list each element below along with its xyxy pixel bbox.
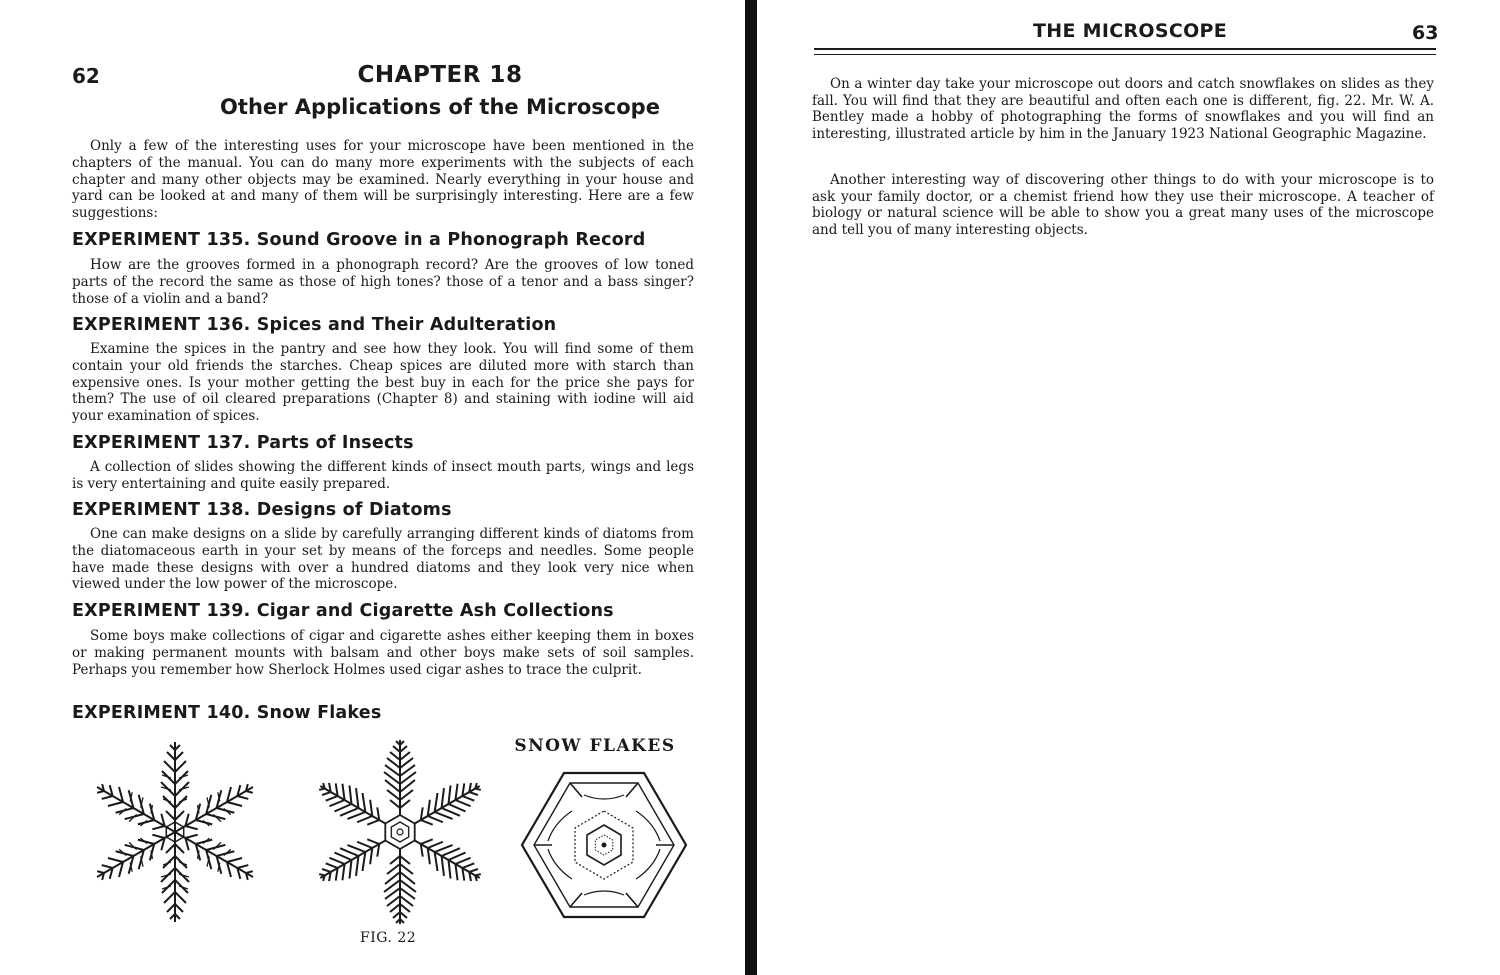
running-head: THE MICROSCOPE <box>1033 20 1228 42</box>
snowflake-figure <box>70 736 710 931</box>
right-paragraph-1: On a winter day take your microscope out doors and catch snowflakes on slides as they fall. You will find that they are beautiful and often each one is different, fig. 22. Mr. W. A. Bentley made a hobby of photographing the forms of snowflakes and you will find an interesting, illustrated article by him in the January 1923 National Geographic Magazine. <box>812 76 1434 142</box>
snowflake-plate-image <box>518 762 690 928</box>
intro-paragraph: Only a few of the interesting uses for your microscope have been mentioned in the chapters of the manual. You can do many more experiments with the subjects of each chapter and many other objects may be examined. Nearly everything in your house and yard can be looked at and many of them will be surprisingly interesting. Here are a few suggestions: <box>72 138 694 222</box>
right-page <box>757 0 1500 975</box>
experiment-138-heading: EXPERIMENT 138. Designs of Diatoms <box>72 500 452 520</box>
experiment-136-heading: EXPERIMENT 136. Spices and Their Adulteration <box>72 315 557 335</box>
left-page <box>0 0 745 975</box>
book-gutter <box>745 0 757 975</box>
page-number-right: 63 <box>1412 22 1439 44</box>
experiment-135-heading: EXPERIMENT 135. Sound Groove in a Phonograph Record <box>72 230 646 250</box>
experiment-137-heading: EXPERIMENT 137. Parts of Insects <box>72 433 414 453</box>
experiment-139-text: Some boys make collections of cigar and cigarette ashes either keeping them in boxes or making permanent mounts with balsam and other boys make sets of soil samples. Perhaps you remember how Sherlock Holmes used cigar ashes to trace the culprit. <box>72 628 694 678</box>
snow-flakes-label: SNOW FLAKES <box>514 736 676 756</box>
chapter-title: CHAPTER 18 <box>357 62 523 88</box>
figure-caption: FIG. 22 <box>360 930 417 946</box>
right-paragraph-2: Another interesting way of discovering other things to do with your microscope is to ask your family doctor, or a chemist friend how they use their microscope. A teacher of biology or natural science will be able to show you a great many uses of the microscope and tell you of many interesting objects. <box>812 172 1434 238</box>
experiment-137-text: A collection of slides showing the different kinds of insect mouth parts, wings and legs is very entertaining and quite easily prepared. <box>72 459 694 492</box>
experiment-138-text: One can make designs on a slide by carefully arranging different kinds of diatoms from the diatomaceous earth in your set by means of the forceps and needles. Some people have made these designs with over a hundred diatoms and they look very nice when viewed under the low power of the microscope. <box>72 526 694 593</box>
experiment-136-text: Examine the spices in the pantry and see how they look. You will find some of them contain your old friends the starches. Cheap spices are diluted more with starch than expensive ones. Is your mother getting the best buy in each for the price she pays for them? The use of oil cleared preparations (Chapter 8) and staining with iodine will aid your examination of spices. <box>72 341 694 425</box>
experiment-135-text: How are the grooves formed in a phonograph record? Are the grooves of low toned parts of the record the same as those of high tones? those of a tenor and a bass singer? those of a violin and a band? <box>72 257 694 307</box>
experiment-140-heading: EXPERIMENT 140. Snow Flakes <box>72 703 382 723</box>
chapter-subtitle: Other Applications of the Microscope <box>220 95 660 119</box>
page-number-left: 62 <box>72 64 100 88</box>
header-rule-thin <box>814 54 1436 55</box>
snowflake-dendrite-image <box>70 736 280 928</box>
experiment-139-heading: EXPERIMENT 139. Cigar and Cigarette Ash Collections <box>72 601 614 621</box>
header-rule-thick <box>814 48 1436 50</box>
snowflake-fern-image <box>295 736 505 928</box>
